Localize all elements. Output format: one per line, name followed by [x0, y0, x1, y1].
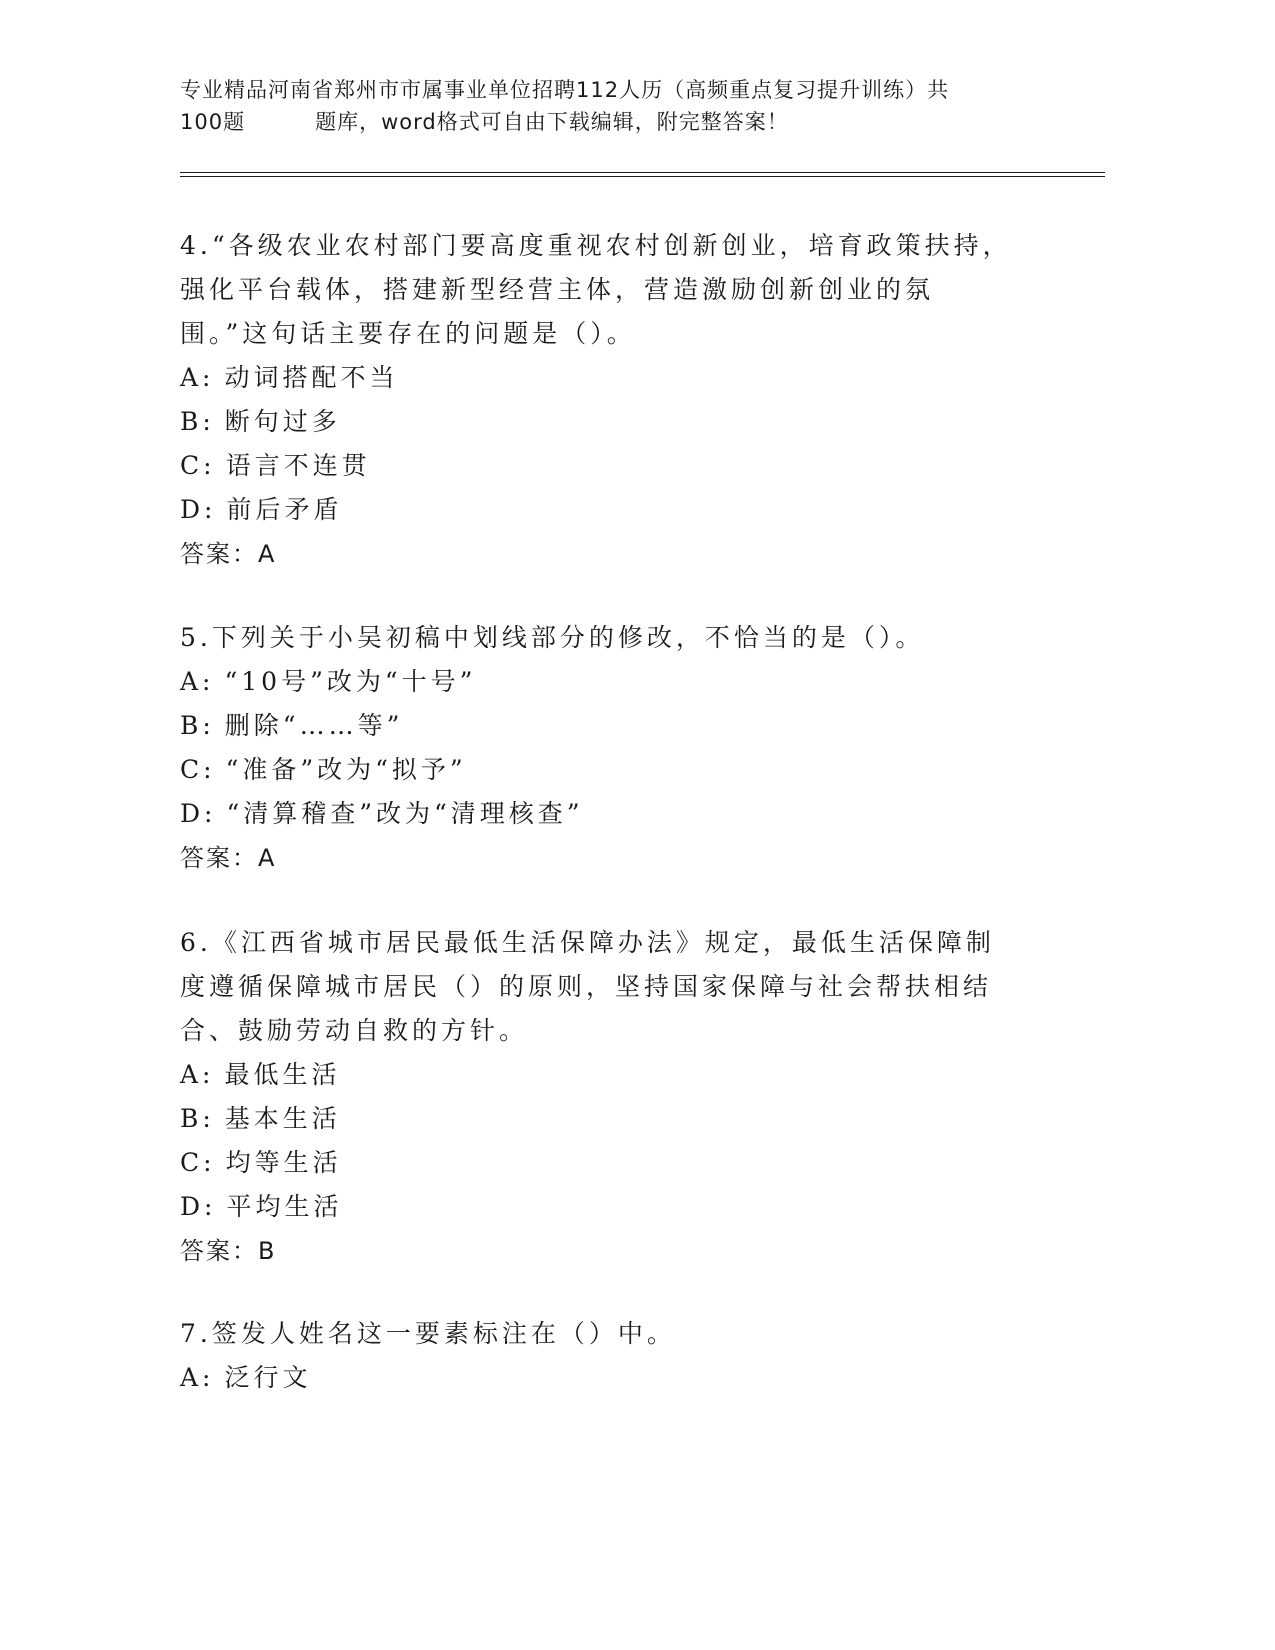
option-text: 基本生活 — [224, 1104, 341, 1133]
option-text: 最低生活 — [224, 1060, 341, 1089]
question-block — [180, 616, 1020, 880]
header-line-1: 专业精品河南省郑州市市属事业单位招聘112人历（高频重点复习提升训练）共 — [180, 78, 950, 102]
header-count: 100题 — [180, 110, 246, 134]
option-d — [180, 488, 1020, 532]
option-key: A: — [180, 1363, 215, 1392]
option-a — [180, 660, 1020, 704]
question-stem: 4.“各级农业农村部门要高度重视农村创新创业，培育政策扶持，强化平台载体，搭建新型经营主体，营造激励创新创业的氛围。”这句话主要存在的问题是（）。 — [180, 231, 1012, 348]
header-divider-bottom — [180, 176, 1105, 177]
option-key: C: — [180, 755, 216, 784]
question-block — [180, 921, 1020, 1273]
option-key: A: — [180, 667, 215, 696]
option-key: B: — [180, 1104, 215, 1133]
option-key: B: — [180, 407, 215, 436]
header-divider-top — [180, 172, 1105, 173]
question-stem: 5.下列关于小吴初稿中划线部分的修改，不恰当的是（）。 — [180, 623, 925, 652]
option-key: B: — [180, 711, 215, 740]
option-d — [180, 1185, 1020, 1229]
option-a — [180, 1356, 1020, 1400]
option-key: A: — [180, 1060, 215, 1089]
option-text: 前后矛盾 — [226, 495, 343, 524]
option-text: 泛行文 — [224, 1363, 312, 1392]
header-line-2 — [180, 106, 1060, 138]
option-b — [180, 1097, 1020, 1141]
option-key: D: — [180, 1192, 217, 1221]
option-text: “准备”改为“拟予” — [225, 755, 467, 784]
option-text: 语言不连贯 — [225, 451, 371, 480]
option-key: D: — [180, 495, 217, 524]
answer-line: 答案：B — [180, 1237, 277, 1265]
option-d — [180, 792, 1020, 836]
question-block — [180, 224, 1020, 576]
answer-line: 答案：A — [180, 540, 277, 568]
option-text: 均等生活 — [225, 1148, 342, 1177]
option-text: 断句过多 — [224, 407, 341, 436]
option-text: 平均生活 — [226, 1192, 343, 1221]
question-block — [180, 1312, 1020, 1400]
option-key: C: — [180, 1148, 216, 1177]
option-key: D: — [180, 799, 217, 828]
option-text: 删除“……等” — [224, 711, 404, 740]
option-key: C: — [180, 451, 216, 480]
option-text: “清算稽查”改为“清理核查” — [226, 799, 584, 828]
option-text: 动词搭配不当 — [224, 363, 399, 392]
option-b — [180, 704, 1020, 748]
option-c — [180, 444, 1020, 488]
option-text: “10号”改为“十号” — [224, 667, 477, 696]
question-stem: 6.《江西省城市居民最低生活保障办法》规定，最低生活保障制度遵循保障城市居民（）的原则，坚持国家保障与社会帮扶相结合、鼓励劳动自救的方针。 — [180, 928, 995, 1045]
question-stem: 7.签发人姓名这一要素标注在（）中。 — [180, 1319, 676, 1348]
answer-line: 答案：A — [180, 844, 277, 872]
option-c — [180, 748, 1020, 792]
option-a — [180, 356, 1020, 400]
option-key: A: — [180, 363, 215, 392]
header-description: 题库，word格式可自由下载编辑，附完整答案！ — [315, 110, 789, 134]
option-a — [180, 1053, 1020, 1097]
option-c — [180, 1141, 1020, 1185]
option-b — [180, 400, 1020, 444]
document-header — [180, 74, 1060, 138]
